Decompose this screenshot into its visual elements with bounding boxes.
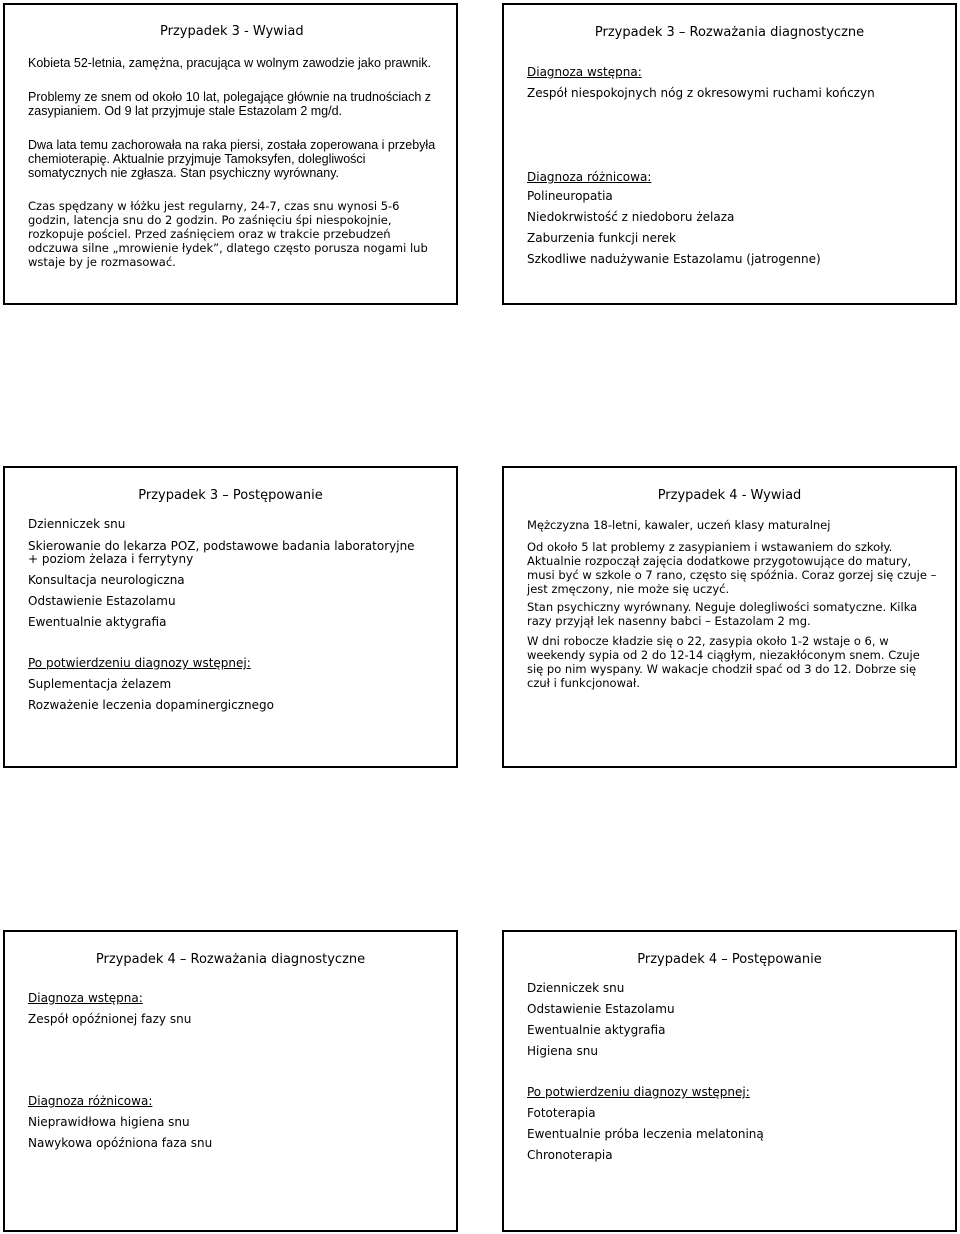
paragraph-sleep-problems: Od około 5 lat problemy z zasypianiem i wstawaniem do szkoły. Aktualnie rozpoczął zajęcia dodatkowe przygotowujące do matury, musi być w szkole o 7 rano, często się spóźnia. Coraz gorzej się czuje – jest zmęczony, nie może się uczyć. — [527, 540, 937, 596]
slide-title: Przypadek 4 – Postępowanie — [637, 952, 822, 967]
slide-case3-management — [3, 466, 458, 768]
slide-title: Przypadek 3 - Wywiad — [160, 24, 304, 39]
heading-after-confirmation: Po potwierdzeniu diagnozy wstępnej: — [527, 1085, 750, 1099]
paragraph-sleep-pattern: W dni robocze kładzie się o 22, zasypia około 1-2 wstaje o 6, w weekendy sypia od 2 do 12-14 ciągłym, niezakłóconym snem. Czuje się po nim wyspany. W wakacje chodził spać od 3 do 12. Dobrze się czuł i funkcjonował. — [527, 634, 920, 690]
list-item: Odstawienie Estazolamu — [28, 594, 176, 608]
list-item: Dzienniczek snu — [28, 517, 126, 531]
paragraph-patient: Kobieta 52-letnia, zamężna, pracująca w wolnym zawodzie jako prawnik. — [28, 56, 431, 70]
list-item: Chronoterapia — [527, 1148, 613, 1162]
list-item: Zaburzenia funkcji nerek — [527, 231, 676, 245]
heading-after-confirmation: Po potwierdzeniu diagnozy wstępnej: — [28, 656, 251, 670]
paragraph-sleep-pattern: Czas spędzany w łóżku jest regularny, 24-7, czas snu wynosi 5-6 godzin, latencja snu do 2 godzin. Po zaśnięciu śpi niespokojnie, rozkopuje pościel. Przed zaśnięciem oraz w trakcie przebudzeń odczuwa silne „mrowienie łydek”, dlatego często porusza nogami lub wstaje by je rozmasować. — [28, 199, 428, 269]
list-item: Polineuropatia — [527, 189, 613, 203]
list-item: Ewentualnie aktygrafia — [527, 1023, 666, 1037]
slide-title: Przypadek 3 – Postępowanie — [138, 488, 323, 503]
list-item: Ewentualnie próba leczenia melatoniną — [527, 1127, 764, 1141]
list-item: Konsultacja neurologiczna — [28, 573, 185, 587]
paragraph-sleep-problems: Problemy ze snem od około 10 lat, polegające głównie na trudnościach z zasypianiem. Od 9 lat przyjmuje stale Estazolam 2 mg/d. — [28, 90, 432, 118]
initial-diagnosis: Zespół opóźnionej fazy snu — [28, 1012, 192, 1026]
slide-case3-diagnosis — [502, 3, 957, 305]
list-item: Dzienniczek snu — [527, 981, 625, 995]
slide-title: Przypadek 4 – Rozważania diagnostyczne — [95, 952, 366, 967]
heading-initial-diagnosis: Diagnoza wstępna: — [527, 65, 642, 79]
list-item: Nieprawidłowa higiena snu — [28, 1115, 190, 1129]
list-item: Szkodliwe nadużywanie Estazolamu (jatrogenne) — [527, 252, 821, 266]
paragraph-status: Stan psychiczny wyrównany. Neguje dolegliwości somatyczne. Kilka razy przyjął lek nasenny babci – Estazolam 2 mg. — [527, 600, 918, 628]
list-item: Odstawienie Estazolamu — [527, 1002, 675, 1016]
slide-case4-diagnosis — [3, 930, 458, 1232]
slide-case4-management — [502, 930, 957, 1232]
list-item: Nawykowa opóźniona faza snu — [28, 1136, 213, 1150]
list-item: Rozważenie leczenia dopaminergicznego — [28, 698, 274, 712]
list-item: Suplementacja żelazem — [28, 677, 172, 691]
list-item: Fototerapia — [527, 1106, 596, 1120]
slide-case3-history — [3, 3, 458, 305]
paragraph-patient: Mężczyzna 18-letni, kawaler, uczeń klasy maturalnej — [527, 518, 831, 532]
paragraph-medical-history: Dwa lata temu zachorowała na raka piersi, została zoperowana i przebyła chemioterapię. Aktualnie przyjmuje Tamoksyfen, dolegliwości somatycznych nie zgłasza. Stan psychiczny wyrównany. — [28, 138, 436, 180]
list-item: Niedokrwistość z niedoboru żelaza — [527, 210, 735, 224]
list-item: + poziom żelaza i ferrytyny — [28, 552, 194, 566]
heading-differential-diagnosis: Diagnoza różnicowa: — [28, 1094, 153, 1108]
list-item: Ewentualnie aktygrafia — [28, 615, 167, 629]
slide-title: Przypadek 3 – Rozważania diagnostyczne — [594, 25, 865, 40]
slide-title: Przypadek 4 - Wywiad — [657, 488, 802, 503]
heading-initial-diagnosis: Diagnoza wstępna: — [28, 991, 143, 1005]
heading-differential-diagnosis: Diagnoza różnicowa: — [527, 170, 652, 184]
initial-diagnosis: Zespół niespokojnych nóg z okresowymi ruchami kończyn — [527, 86, 875, 100]
list-item: Higiena snu — [527, 1044, 598, 1058]
slide-case4-history — [502, 466, 957, 768]
list-item: Skierowanie do lekarza POZ, podstawowe badania laboratoryjne — [28, 539, 415, 553]
